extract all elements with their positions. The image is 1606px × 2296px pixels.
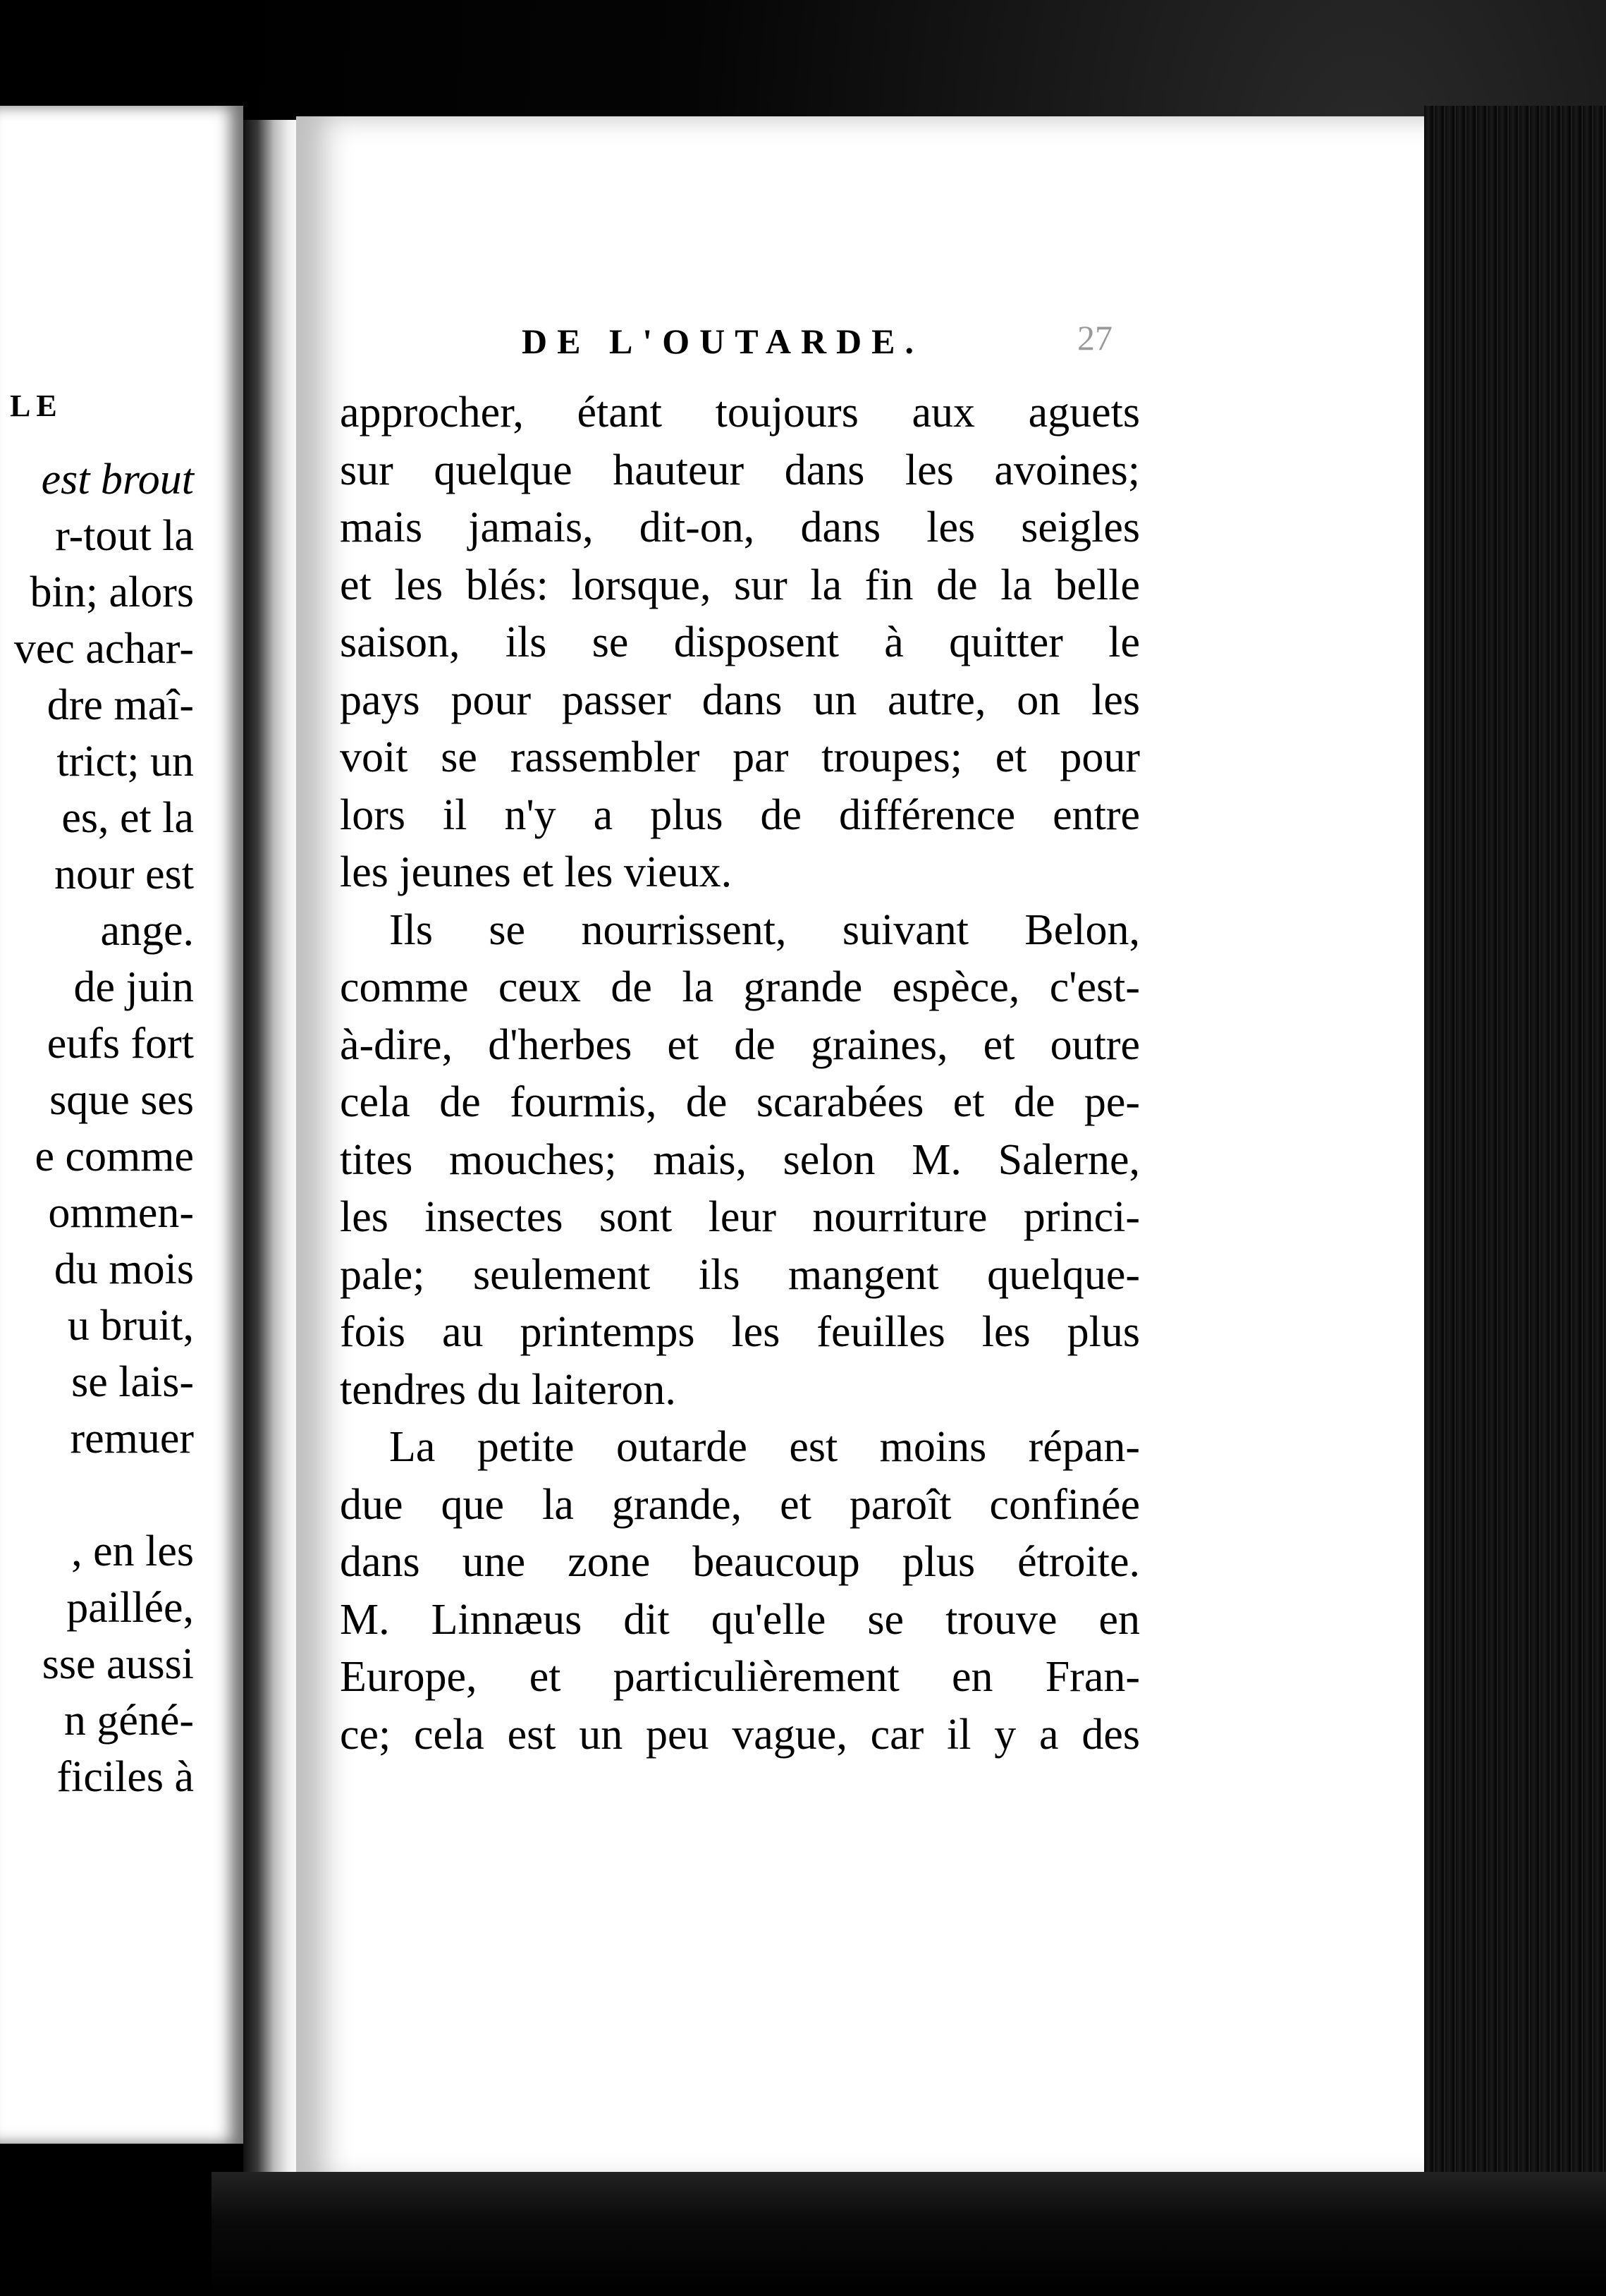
left-line: e comme [35, 1132, 194, 1180]
text-line: La petite outarde est moins répan- [389, 1423, 1140, 1471]
text-line: les jeunes et les vieux. [340, 848, 732, 896]
body-text [340, 384, 1140, 1764]
page-bottom-edge [212, 2172, 1606, 2296]
left-line: ficiles à [56, 1753, 194, 1801]
text-line: tendres du laiteron. [340, 1365, 676, 1414]
left-line: ommen- [48, 1189, 194, 1237]
left-line: r-tout la [55, 512, 194, 560]
left-line: vec achar- [13, 625, 194, 673]
text-line: fois au printemps les feuilles les plus [340, 1308, 1140, 1356]
text-line: saison, ils se disposent à quitter le [340, 618, 1140, 666]
text-line: et les blés: lorsque, sur la fin de la belle [340, 561, 1140, 609]
left-line: eufs fort [47, 1020, 194, 1068]
text-line: Ils se nourrissent, suivant Belon, [389, 905, 1140, 954]
text-line: lors il n'y a plus de différence entre [340, 790, 1140, 839]
left-line: trict; un [56, 738, 194, 786]
text-line: tites mouches; mais, selon M. Salerne, [340, 1135, 1140, 1184]
left-line: dre maî- [47, 681, 194, 729]
text-line: sur quelque hauteur dans les avoines; [340, 446, 1140, 494]
left-line: sque ses [49, 1076, 194, 1124]
left-page [0, 106, 243, 2144]
left-page-header: LE [10, 389, 63, 423]
left-line: u bruit, [67, 1302, 194, 1350]
left-line: es, et la [61, 794, 194, 842]
text-line: due que la grande, et paroît confinée [340, 1480, 1140, 1529]
text-line: voit se rassembler par troupes; et pour [340, 733, 1140, 781]
left-line: se lais- [71, 1358, 194, 1406]
book-gutter [243, 120, 300, 2200]
running-head: DE L'OUTARDE. [522, 322, 924, 361]
text-line: les insectes sont leur nourriture princi- [340, 1193, 1140, 1241]
left-line: bin; alors [30, 568, 194, 616]
text-line: comme ceux de la grande espèce, c'est- [340, 963, 1140, 1011]
left-line: sse aussi [42, 1640, 194, 1688]
text-line: Europe, et particulièrement en Fran- [340, 1653, 1140, 1701]
left-line: nour est [54, 850, 194, 898]
text-line: pale; seulement ils mangent quelque- [340, 1250, 1140, 1299]
left-line: ange. [100, 907, 194, 955]
page-fore-edge [1424, 106, 1606, 2221]
text-line: ce; cela est un peu vague, car il y a des [340, 1710, 1140, 1759]
left-line: n géné- [63, 1697, 194, 1745]
text-line: pays pour passer dans un autre, on les [340, 676, 1140, 724]
left-line: paillée, [66, 1584, 194, 1632]
left-line-gap [0, 1467, 194, 1523]
text-line: cela de fourmis, de scarabées et de pe- [340, 1078, 1140, 1126]
text-line: M. Linnæus dit qu'elle se trouve en [340, 1595, 1140, 1644]
text-line: approcher, étant toujours aux aguets [340, 389, 1140, 436]
left-line: remuer [70, 1415, 194, 1463]
left-line: du mois [54, 1245, 194, 1293]
page-number: 27 [1077, 318, 1112, 358]
left-line: , en les [71, 1527, 194, 1575]
text-line: à-dire, d'herbes et de graines, et outre [340, 1020, 1140, 1069]
left-line: de juin [73, 963, 194, 1011]
left-page-text [0, 451, 194, 1805]
text-line: mais jamais, dit-on, dans les seigles [340, 503, 1140, 551]
text-line: dans une zone beaucoup plus étroite. [340, 1538, 1140, 1586]
left-line: est brout [41, 456, 194, 503]
